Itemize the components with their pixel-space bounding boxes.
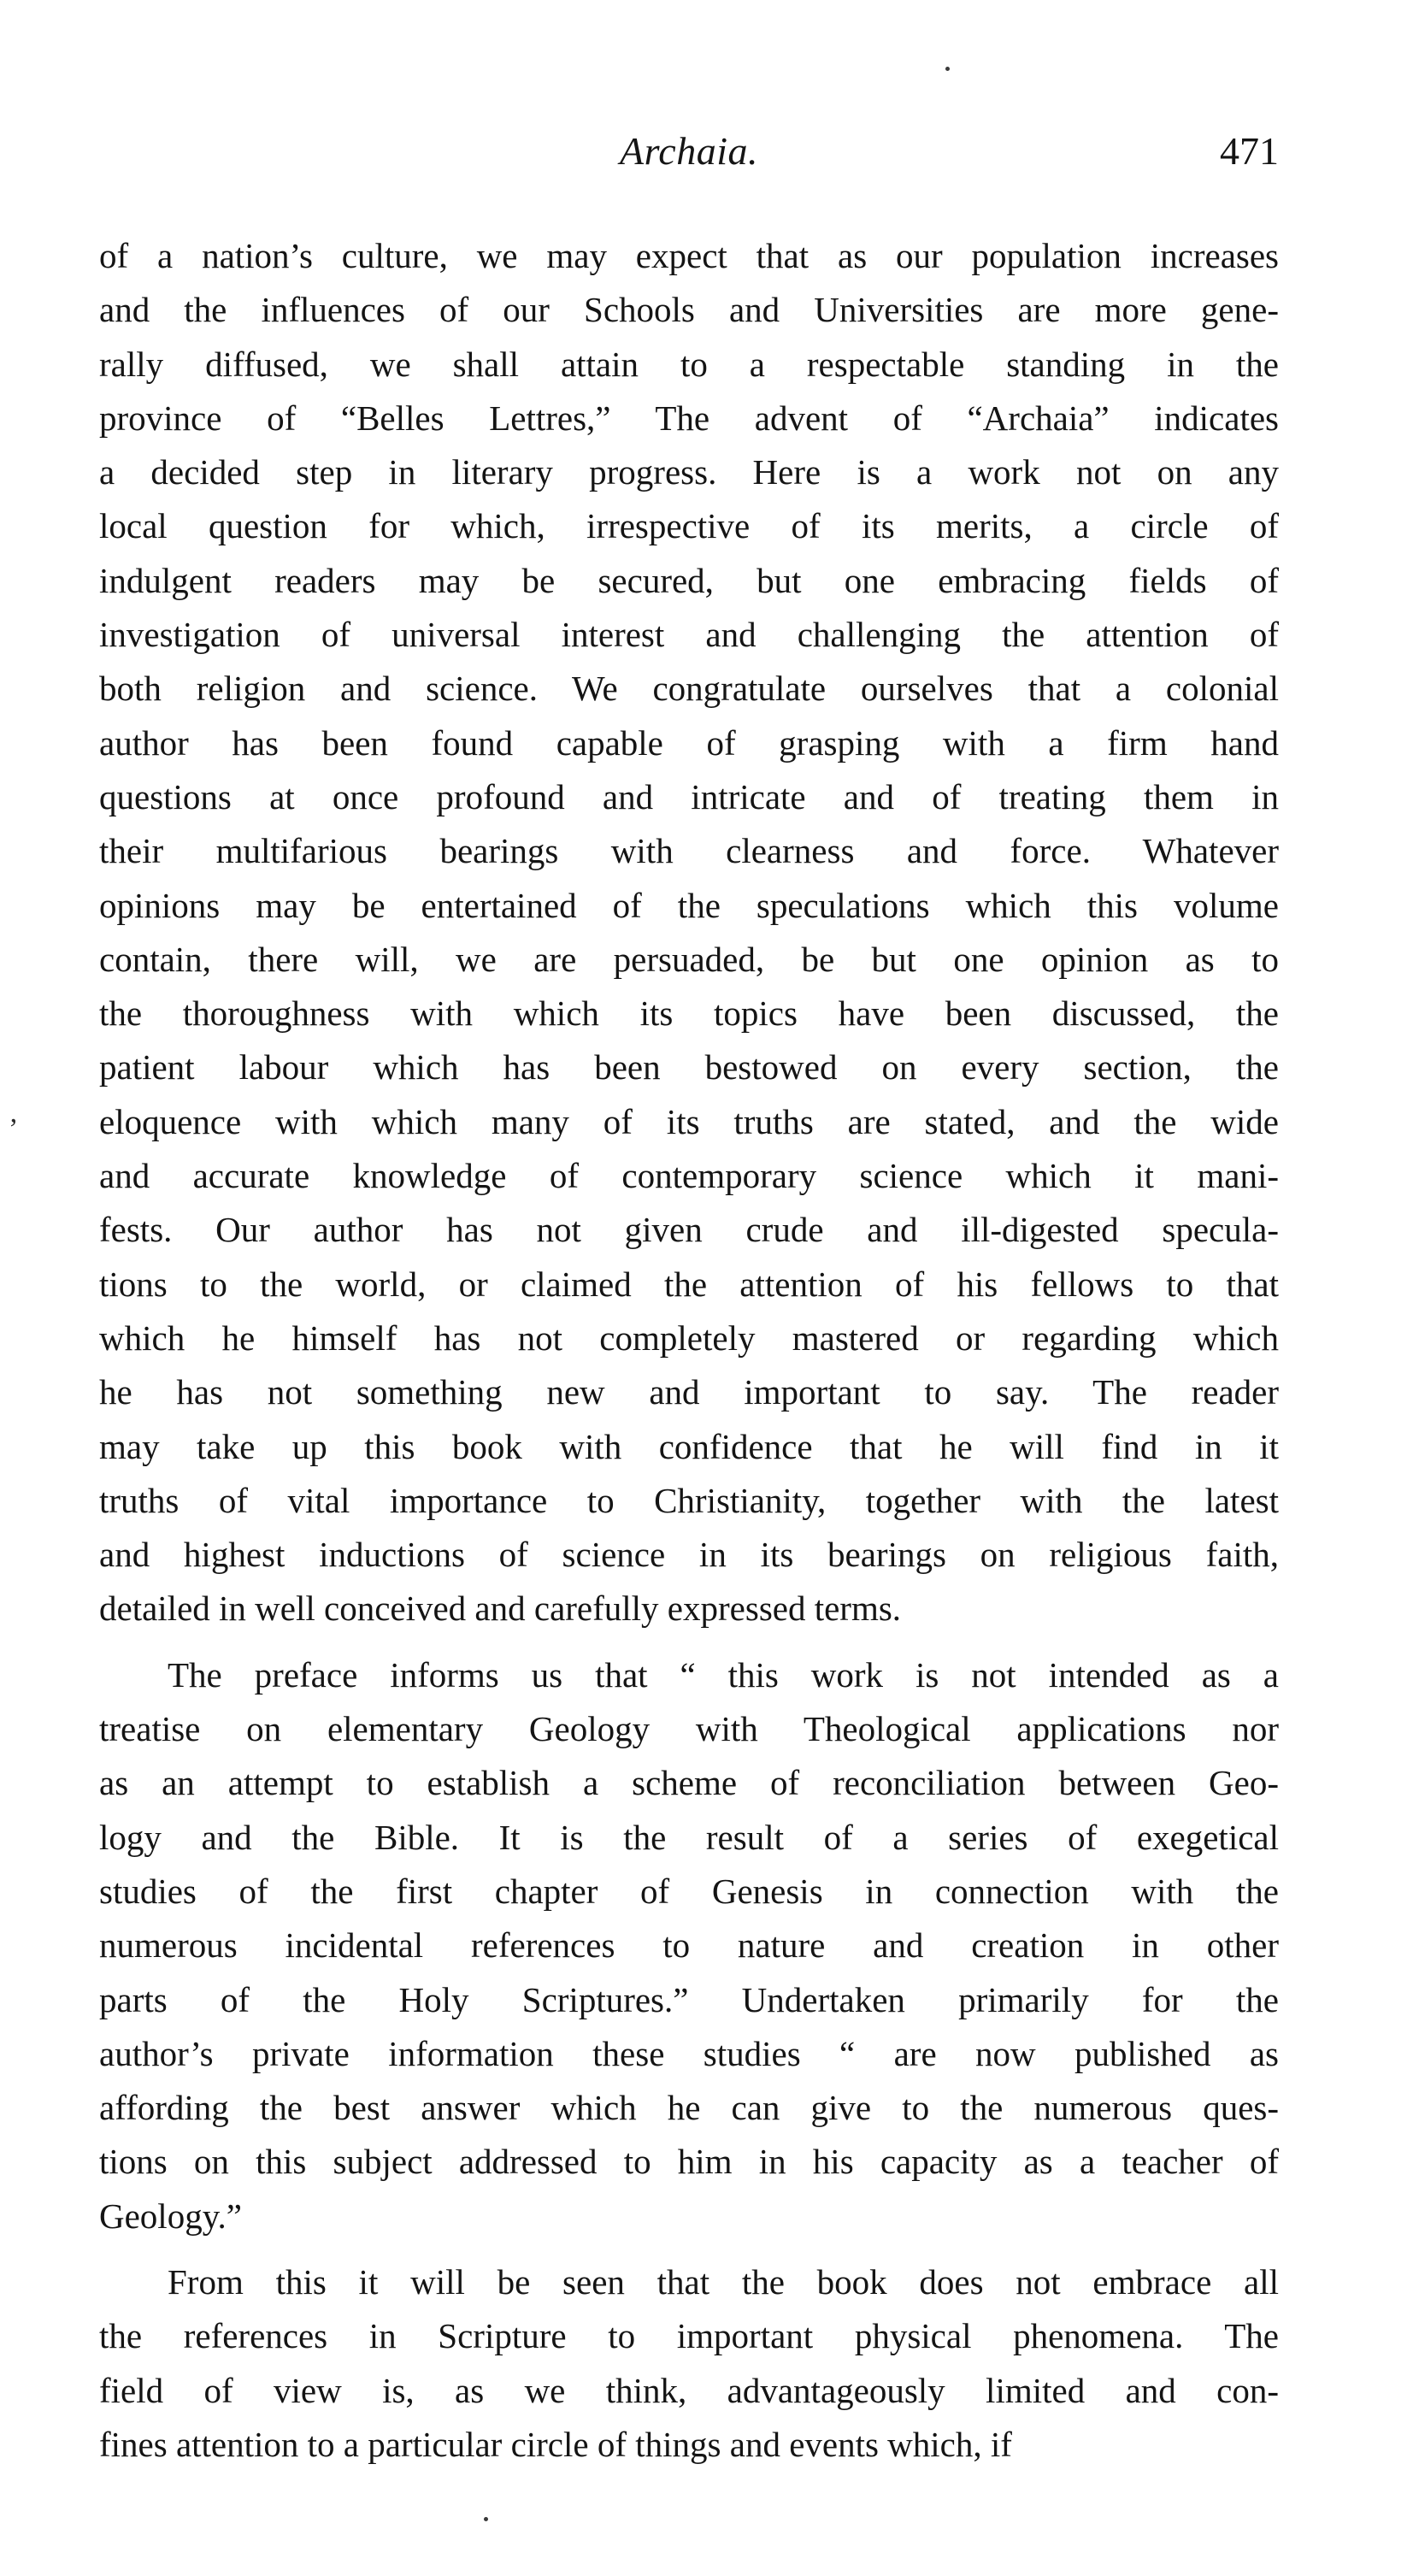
text-line: fests. Our author has not given crude and ill-digested specula-: [99, 1210, 1279, 1250]
text-line: and the influences of our Schools and Universities are more gene-: [99, 290, 1279, 330]
text-line: eloquence with which many of its truths are stated, and the wide: [99, 1101, 1279, 1141]
text-line: both religion and science. We congratulate ourselves that a colonial: [99, 669, 1279, 709]
ink-speck: [484, 2517, 488, 2521]
text-line: the references in Scripture to important physical phenomena. The: [99, 2316, 1279, 2356]
running-head: [99, 128, 1279, 188]
text-line: tions to the world, or claimed the attention of his fellows to that: [99, 1264, 1279, 1304]
body-text: [99, 229, 1279, 2472]
text-line: numerous incidental references to nature and creation in other: [99, 1925, 1279, 1966]
text-line: contain, there will, we are persuaded, be but one opinion as to: [99, 939, 1279, 979]
text-line: local question for which, irrespective of its merits, a circle of: [99, 506, 1279, 546]
paragraph: [99, 229, 1279, 1636]
ink-speck: [945, 67, 950, 71]
text-line: detailed in well conceived and carefully expressed terms.: [99, 1589, 902, 1629]
text-line: field of view is, as we think, advantageously limited and con-: [99, 2370, 1279, 2410]
text-line: as an attempt to establish a scheme of reconciliation between Geo-: [99, 1763, 1279, 1803]
text-line: rally diffused, we shall attain to a respectable standing in the: [99, 344, 1279, 384]
margin-mark: ’: [9, 1113, 19, 1145]
text-line: author’s private information these studies “ are now published as: [99, 2033, 1279, 2073]
text-line: tions on this subject addressed to him in his capacity as a teacher of: [99, 2142, 1279, 2182]
text-line: and highest inductions of science in its bearings on religious faith,: [99, 1535, 1279, 1575]
text-line: a decided step in literary progress. Here is a work not on any: [99, 452, 1279, 492]
text-line: which he himself has not completely mastered or regarding which: [99, 1317, 1279, 1358]
text-line: the thoroughness with which its topics have been discussed, the: [99, 993, 1279, 1034]
paragraph-gap: [99, 1636, 1279, 1648]
text-line: author has been found capable of grasping with a firm hand: [99, 722, 1279, 763]
text-line: The preface informs us that “ this work is not intended as a: [168, 1654, 1279, 1695]
page-number: 471: [1220, 129, 1279, 173]
text-line: questions at once profound and intricate and of treating them in: [99, 776, 1279, 816]
text-line: their multifarious bearings with clearness and force. Whatever: [99, 831, 1279, 871]
text-line: investigation of universal interest and challenging the attention of: [99, 615, 1279, 655]
running-title: Archaia.: [620, 129, 758, 173]
text-line: logy and the Bible. It is the result of a series of exegetical: [99, 1817, 1279, 1857]
text-line: treatise on elementary Geology with Theological applications nor: [99, 1709, 1279, 1749]
text-line: province of “Belles Lettres,” The advent of “Archaia” indicates: [99, 398, 1279, 438]
text-line: fines attention to a particular circle of things and events which, if: [99, 2424, 1012, 2464]
paragraph-gap: [99, 2243, 1279, 2255]
text-line: studies of the first chapter of Genesis in connection with the: [99, 1871, 1279, 1911]
paragraph: [99, 2255, 1279, 2472]
text-line: truths of vital importance to Christianity, together with the latest: [99, 1480, 1279, 1520]
text-line: opinions may be entertained of the speculations which this volume: [99, 885, 1279, 925]
text-line: he has not something new and important to say. The reader: [99, 1372, 1279, 1412]
text-line: affording the best answer which he can give to the numerous ques-: [99, 2088, 1279, 2128]
text-line: Geology.”: [99, 2196, 242, 2236]
text-line: parts of the Holy Scriptures.” Undertaken primarily for the: [99, 1979, 1279, 2019]
text-line: and accurate knowledge of contemporary science which it mani-: [99, 1156, 1279, 1196]
text-line: may take up this book with confidence that he will find in it: [99, 1426, 1279, 1466]
text-line: patient labour which has been bestowed on every section, the: [99, 1047, 1279, 1088]
text-line: indulgent readers may be secured, but one embracing fields of: [99, 560, 1279, 600]
text-line: From this it will be seen that the book does not embrace all: [168, 2261, 1279, 2302]
text-line: of a nation’s culture, we may expect that as our population increases: [99, 236, 1279, 275]
paragraph: [99, 1648, 1279, 2243]
